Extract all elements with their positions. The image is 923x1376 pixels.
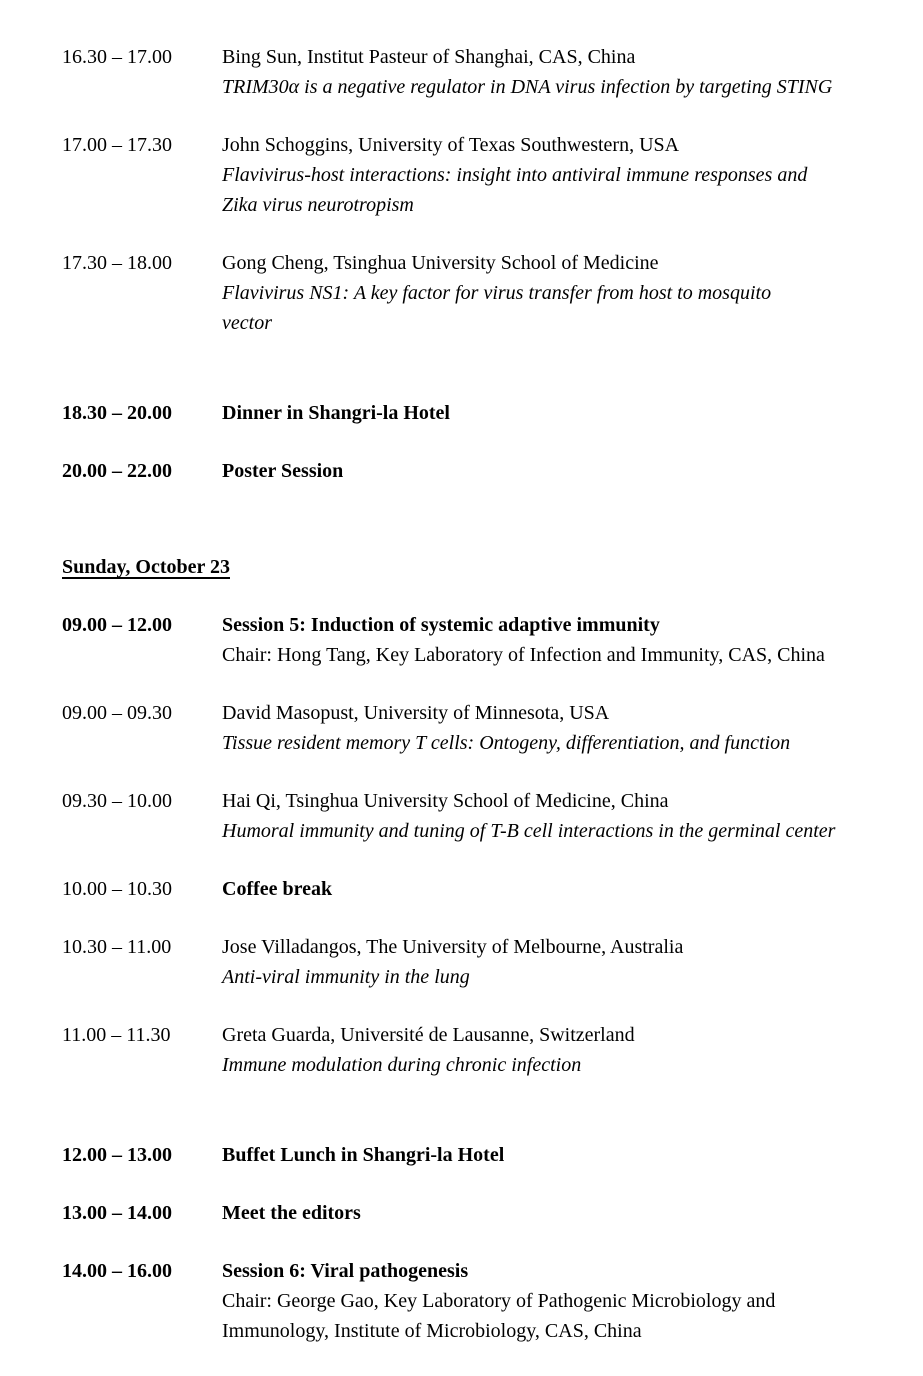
time-range: 09.30 – 10.00 (62, 790, 172, 812)
talk-title-line: Tissue resident memory T cells: Ontogeny, differentiation, and function (222, 732, 791, 754)
talk-title-line: TRIM30α is a negative regulator in DNA virus infection by targeting STING (222, 76, 833, 98)
schedule-row (62, 1140, 897, 1170)
chair-line: Chair: Hong Tang, Key Laboratory of Infection and Immunity, CAS, China (222, 644, 825, 666)
session-title: Session 5: Induction of systemic adaptive immunity (222, 614, 660, 636)
entry-content (222, 610, 897, 670)
program-schedule (62, 42, 897, 1346)
time-range: 09.00 – 09.30 (62, 702, 172, 724)
entry-content (222, 1020, 897, 1080)
entry-content (222, 698, 897, 758)
schedule-row (62, 786, 897, 846)
time-range: 14.00 – 16.00 (62, 1260, 172, 1282)
speaker-line: John Schoggins, University of Texas Southwestern, USA (222, 134, 680, 156)
talk-title-line: Zika virus neurotropism (222, 194, 414, 216)
entry-content (222, 1140, 897, 1170)
chair-line: Immunology, Institute of Microbiology, CAS, China (222, 1320, 642, 1342)
entry-content (222, 130, 897, 220)
time-range: 10.00 – 10.30 (62, 878, 172, 900)
schedule-row (62, 698, 897, 758)
schedule-row (62, 456, 897, 486)
speaker-line: Hai Qi, Tsinghua University School of Medicine, China (222, 790, 669, 812)
entry-content (222, 1256, 897, 1346)
speaker-line: Bing Sun, Institut Pasteur of Shanghai, CAS, China (222, 46, 636, 68)
time-range: 20.00 – 22.00 (62, 460, 172, 482)
entry-content (222, 786, 897, 846)
entry-content (222, 932, 897, 992)
time-range: 16.30 – 17.00 (62, 46, 172, 68)
entry-content (222, 456, 897, 486)
time-range: 12.00 – 13.00 (62, 1144, 172, 1166)
speaker-line: Jose Villadangos, The University of Melbourne, Australia (222, 936, 684, 958)
time-range: 13.00 – 14.00 (62, 1202, 172, 1224)
speaker-line: Greta Guarda, Université de Lausanne, Switzerland (222, 1024, 635, 1046)
session-title: Session 6: Viral pathogenesis (222, 1260, 469, 1282)
event-label: Dinner in Shangri-la Hotel (222, 402, 450, 424)
schedule-row (62, 610, 897, 670)
schedule-row (62, 932, 897, 992)
day-heading: Sunday, October 23 (62, 556, 230, 578)
talk-title-line: Anti-viral immunity in the lung (222, 966, 470, 988)
time-range: 18.30 – 20.00 (62, 402, 172, 424)
schedule-row (62, 42, 897, 102)
schedule-row (62, 874, 897, 904)
talk-title-line: Flavivirus-host interactions: insight into antiviral immune responses and (222, 164, 808, 186)
entry-content (222, 1198, 897, 1228)
time-range: 10.30 – 11.00 (62, 936, 172, 958)
event-label: Poster Session (222, 460, 344, 482)
talk-title-line: vector (222, 312, 272, 334)
chair-line: Chair: George Gao, Key Laboratory of Pathogenic Microbiology and (222, 1290, 776, 1312)
talk-title-line: Humoral immunity and tuning of T-B cell interactions in the germinal center (222, 820, 836, 842)
time-range: 17.30 – 18.00 (62, 252, 172, 274)
day-heading-row (62, 552, 897, 582)
speaker-line: David Masopust, University of Minnesota, USA (222, 702, 610, 724)
time-range: 11.00 – 11.30 (62, 1024, 171, 1046)
schedule-row (62, 398, 897, 428)
talk-title-line: Flavivirus NS1: A key factor for virus transfer from host to mosquito (222, 282, 772, 304)
entry-content (222, 874, 897, 904)
schedule-row (62, 1256, 897, 1346)
entry-content (222, 42, 897, 102)
schedule-row (62, 1020, 897, 1080)
time-range: 17.00 – 17.30 (62, 134, 172, 156)
speaker-line: Gong Cheng, Tsinghua University School of Medicine (222, 252, 659, 274)
time-range: 09.00 – 12.00 (62, 614, 172, 636)
entry-content (222, 248, 897, 338)
schedule-row (62, 130, 897, 220)
event-label: Coffee break (222, 878, 333, 900)
talk-title-line: Immune modulation during chronic infection (222, 1054, 582, 1076)
schedule-row (62, 1198, 897, 1228)
event-label: Buffet Lunch in Shangri-la Hotel (222, 1144, 505, 1166)
entry-content (222, 398, 897, 428)
schedule-row (62, 248, 897, 338)
event-label: Meet the editors (222, 1202, 361, 1224)
